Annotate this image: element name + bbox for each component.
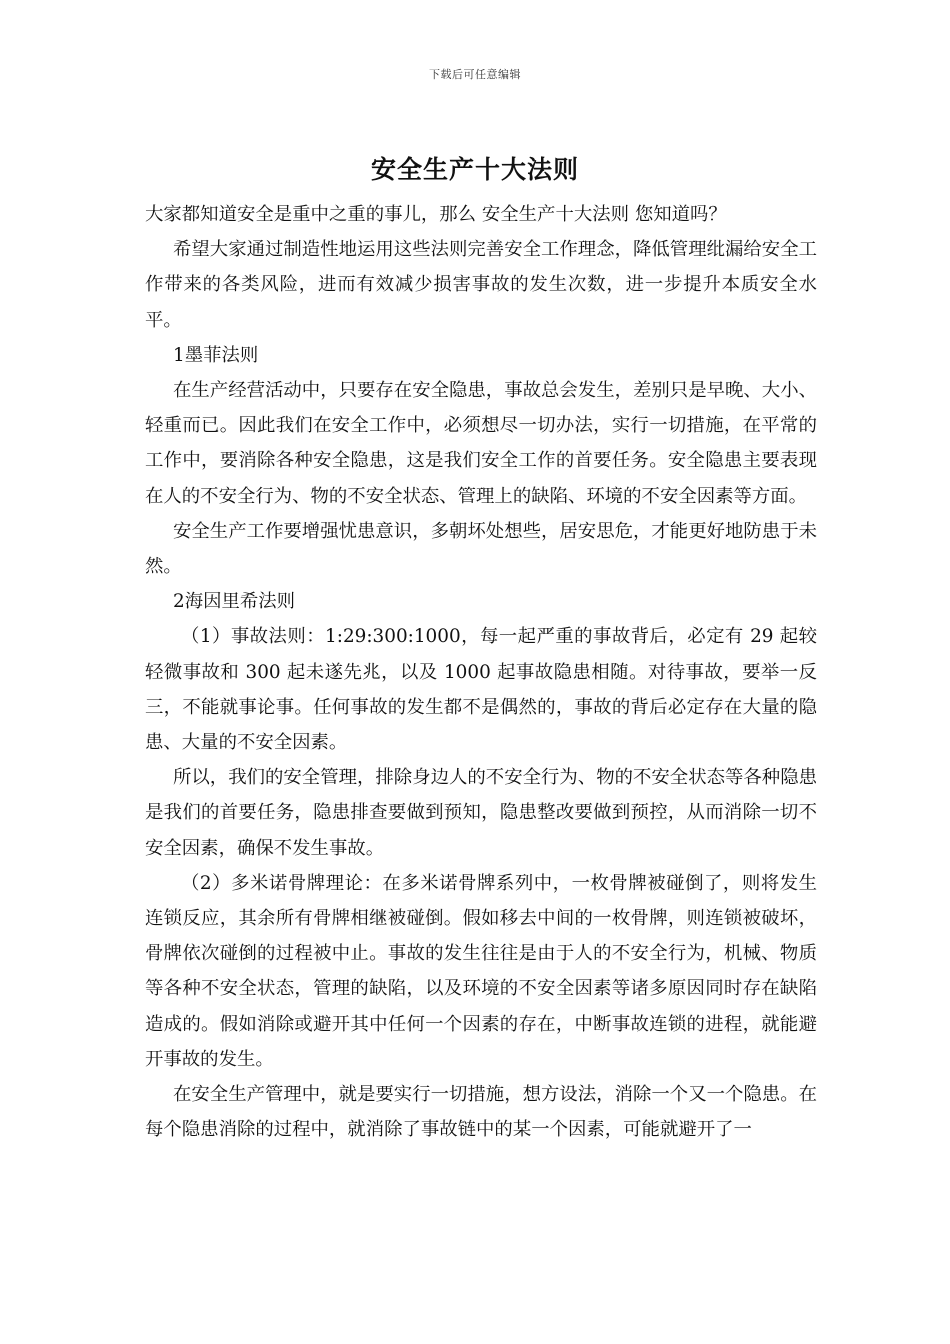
intro-paragraph: 大家都知道安全是重中之重的事儿，那么 安全生产十大法则 您知道吗？ xyxy=(145,204,727,225)
document-title: 安全生产十大法则 xyxy=(370,155,579,184)
header-note: 下载后可任意编辑 xyxy=(429,68,521,81)
document-body xyxy=(145,197,817,1147)
paragraph: 希望大家通过制造性地运用这些法则完善安全工作理念，降低管理纰漏给安全工作带来的各类风险，进而有效减少损害事故的发生次数，进一步提升本质安全水平。 xyxy=(145,239,817,331)
section-heading: 1墨菲法则 xyxy=(173,344,259,366)
paragraph: （1）事故法则：1:29:300:1000，每一起严重的事故背后，必定有 29 起较轻微事故和 300 起未遂先兆，以及 1000 起事故隐患相随。对待事故，要举一反三，不能就事论事。任何事故的发生都不是偶然的，事故的背后必定存在大量的隐患、大量的不安全因素。 xyxy=(145,626,817,754)
paragraph: 在生产经营活动中，只要存在安全隐患，事故总会发生，差别只是早晚、大小、轻重而已。因此我们在安全工作中，必须想尽一切办法，实行一切措施，在平常的工作中，要消除各种安全隐患，这是我们安全工作的首要任务。安全隐患主要表现在人的不安全行为、物的不安全状态、管理上的缺陷、环境的不安全因素等方面。 xyxy=(145,380,817,507)
paragraph: 安全生产工作要增强忧患意识，多朝坏处想些，居安思危，才能更好地防患于未然。 xyxy=(145,520,817,578)
paragraph: 在安全生产管理中，就是要实行一切措施，想方设法，消除一个又一个隐患。在每个隐患消除的过程中，就消除了事故链中的某一个因素，可能就避开了一 xyxy=(145,1084,817,1141)
section-heading: 2海因里希法则 xyxy=(173,591,296,613)
paragraph: （2）多米诺骨牌理论：在多米诺骨牌系列中，一枚骨牌被碰倒了，则将发生连锁反应，其余所有骨牌相继被碰倒。假如移去中间的一枚骨牌，则连锁被破坏，骨牌依次碰倒的过程被中止。事故的发生往往是由于人的不安全行为，机械、物质等各种不安全状态，管理的缺陷，以及环境的不安全因素等诸多原因同时存在缺陷造成的。假如消除或避开其中任何一个因素的存在，中断事故连锁的进程，就能避开事故的发生。 xyxy=(145,872,817,1070)
paragraph: 所以，我们的安全管理，排除身边人的不安全行为、物的不安全状态等各种隐患是我们的首要任务，隐患排查要做到预知，隐患整改要做到预控，从而消除一切不安全因素，确保不发生事故。 xyxy=(145,767,817,859)
